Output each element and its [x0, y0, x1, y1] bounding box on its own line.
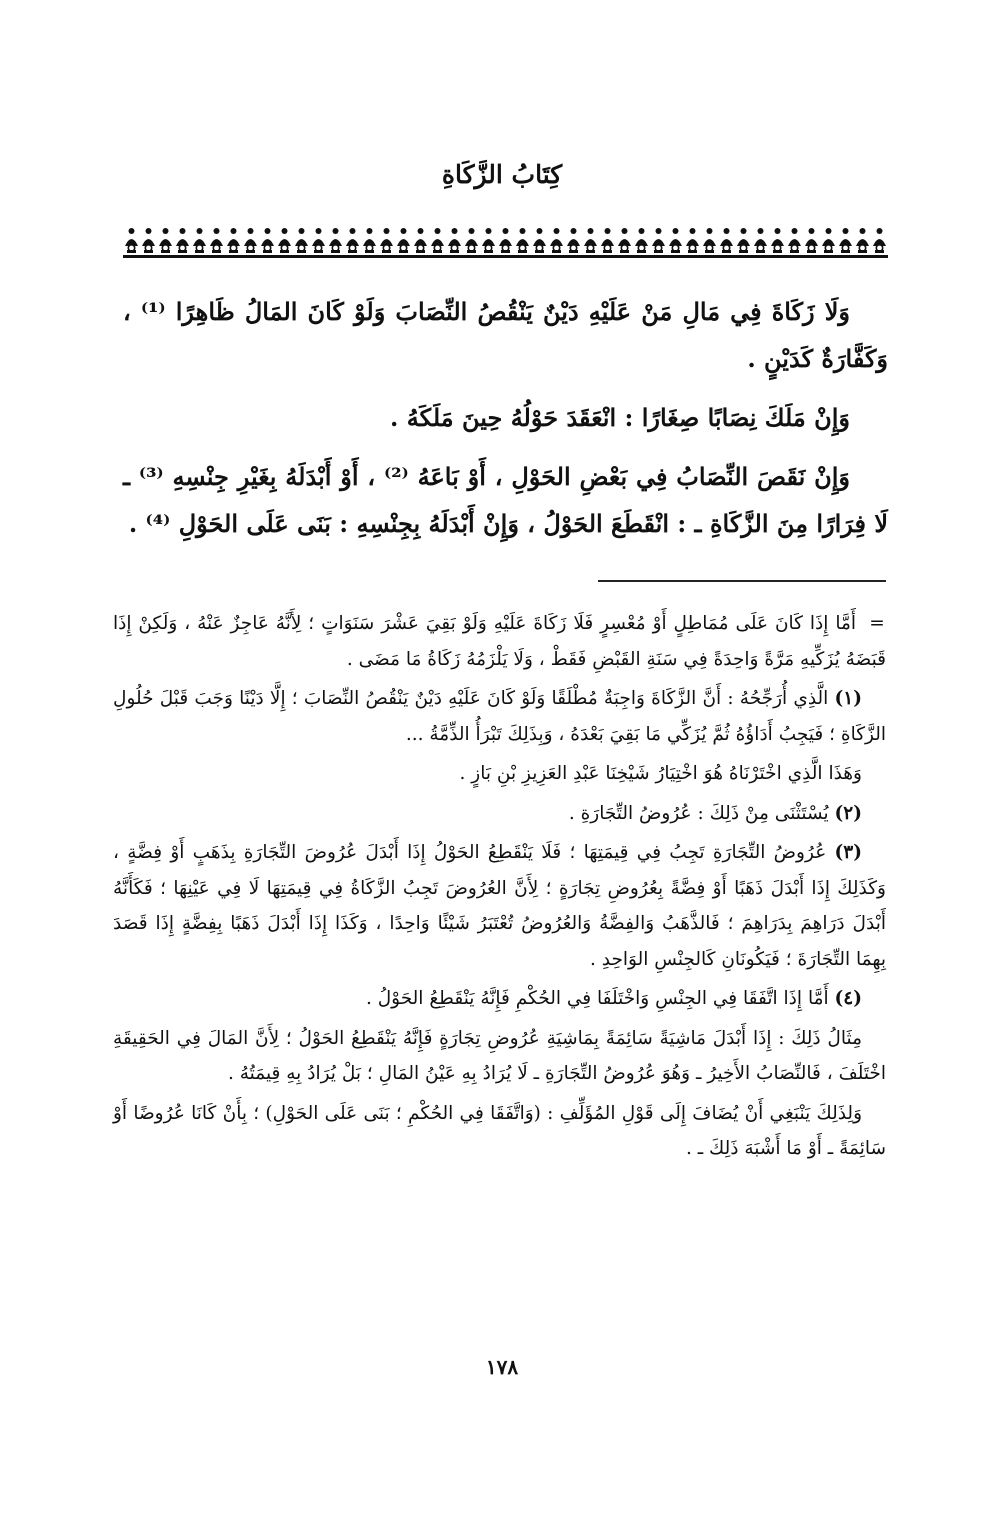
- footnote-number: (١): [834, 688, 862, 709]
- footnote-4-note: وَلِذَلِكَ يَنْبَغِي أَنْ يُضَافَ إِلَى قَوْلِ المُؤَلِّفِ : (وَاتَّفَقَا فِي الحُكْمِ ؛ بَنَى عَلَى الحَوْلِ) ؛ بِأَنْ كَانَا عُرُوضًا أَوْ سَائِمَةً ـ أَوْ مَا أَشْبَهَ ذَلِكَ ـ .: [113, 1102, 886, 1159]
- footnote-4-example: مِثَالُ ذَلِكَ : إِذَا أَبْدَلَ مَاشِيَةً سَائِمَةً بِمَاشِيَةِ عُرُوضِ تِجَارَةٍ فَإِنَّهُ يَنْقَطِعُ الحَوْلُ ؛ لِأَنَّ المَالَ فِي الحَقِيقَةِ اخْتَلَفَ ، فَالنِّصَابُ الأَخِيرُ ـ وَهُوَ عُرُوضُ التِّجَارَةِ ـ لَا يُرَادُ بِهِ عَيْنُ المَالِ ؛ بَلْ يُرَادُ بِهِ قِيمَتُهُ .: [113, 1027, 886, 1084]
- paragraph: وَلَا زَكَاةَ فِي مَالِ مَنْ عَلَيْهِ دَيْنٌ يَنْقُصُ النِّصَابَ وَلَوْ كَانَ المَالُ ظَاهِرًا ⁽¹⁾ ، وَكَفَّارَةٌ كَدَيْنٍ .: [123, 297, 888, 373]
- footnote-continuation: [113, 606, 886, 677]
- footnote-text: أَمَّا إِذَا كَانَ عَلَى مُمَاطِلٍ أَوْ مُعْسِرٍ فَلَا زَكَاةَ عَلَيْهِ وَلَوْ بَقِيَ عَشْرَ سَنَوَاتٍ ؛ لِأَنَّهُ عَاجِزٌ عَنْهُ ، وَلَكِنْ إِذَا قَبَضَهُ يُزَكِّيهِ مَرَّةً وَاحِدَةً فِي سَنَةِ القَبْضِ فَقَطْ ، وَلَا يَلْزَمُهُ زَكَاةُ مَا مَضَى .: [113, 613, 886, 670]
- footnote-separator: [598, 580, 886, 582]
- footnote-text: يُسْتَثْنَى مِنْ ذَلِكَ : عُرُوضُ التِّجَارَةِ .: [568, 802, 829, 824]
- page-number: ١٧٨: [485, 1355, 519, 1379]
- footnote-number: (٣): [834, 842, 862, 863]
- paragraph: وَإِنْ مَلَكَ نِصَابًا صِغَارًا : انْعَقَدَ حَوْلُهُ حِينَ مَلَكَهُ .: [390, 403, 850, 432]
- footnote-2: [113, 796, 886, 832]
- footnote-text: عُرُوضُ التِّجَارَةِ تَجِبُ فِي قِيمَتِهَا ؛ فَلَا يَنْقَطِعُ الحَوْلُ إِذَا أَبْدَلَ عُرُوضَ التِّجَارَةِ بِذَهَبٍ أَوْ فِضَّةٍ ، وَكَذَلِكَ إِذَا أَبْدَلَ ذَهَبًا أَوْ فِضَّةً بِعُرُوضِ تِجَارَةٍ ؛ لِأَنَّ العُرُوضَ تَجِبُ الزَّكَاةُ فِي قِيمَتِهَا لَا فِي عَيْنِهَا ؛ فَكَأَنَّهُ أَبْدَلَ دَرَاهِمَ بِدَرَاهِمَ ؛ فَالذَّهَبُ وَالفِضَّةُ وَالعُرُوضُ تُعْتَبَرُ شَيْئًا وَاحِدًا ، وَكَذَا إِذَا أَبْدَلَ ذَهَبًا بِفِضَّةٍ إِذَا قَصَدَ بِهِمَا التِّجَارَةَ ؛ فَيَكُونَانِ كَالجِنْسِ الوَاحِدِ .: [113, 842, 886, 970]
- footnote-number: (٤): [834, 988, 862, 1009]
- footnote-1: [113, 681, 886, 752]
- paragraph: وَإِنْ نَقَصَ النِّصَابُ فِي بَعْضِ الحَوْلِ ، أَوْ بَاعَهُ ⁽²⁾ ، أَوْ أَبْدَلَهُ بِغَيْرِ جِنْسِهِ ⁽³⁾ ـ لَا فِرَارًا مِنَ الزَّكَاةِ ـ : انْقَطَعَ الحَوْلُ ، وَإِنْ أَبْدَلَهُ بِجِنْسِهِ : بَنَى عَلَى الحَوْلِ ⁽⁴⁾ .: [123, 462, 888, 538]
- footnote-text: أَمَّا إِذَا اتَّفَقَا فِي الجِنْسِ وَاخْتَلَفَا فِي الحُكْمِ فَإِنَّهُ يَنْقَطِعُ الحَوْلُ .: [365, 988, 829, 1009]
- continuation-mark: =: [869, 613, 885, 634]
- chapter-title: كِتَابُ الزَّكَاةِ: [441, 160, 563, 189]
- footnote-text: الَّذِي أُرَجِّحُهُ : أَنَّ الزَّكَاةَ وَاجِبَةٌ مُطْلَقًا وَلَوْ كَانَ عَلَيْهِ دَيْنٌ يَنْقُصُ النِّصَابَ ؛ إِلَّا دَيْنًا وَجَبَ قَبْلَ حُلُولِ الزَّكَاةِ ؛ فَيَجِبُ أَدَاؤُهُ ثُمَّ يُزَكِّي مَا بَقِيَ بَعْدَهُ ، وَبِذَلِكَ تَبْرَأُ الذِّمَّةُ ...: [113, 688, 886, 745]
- footnote-4: [113, 981, 886, 1017]
- footnote-number: (٢): [834, 802, 862, 824]
- footnote-3: [113, 835, 886, 977]
- footnotes: [113, 606, 886, 1171]
- main-text: [123, 288, 888, 559]
- footnote-1-note: وَهَذَا الَّذِي اخْتَرْنَاهُ هُوَ اخْتِيَارُ شَيْخِنَا عَبْدِ العَزِيزِ بْنِ بَازٍ .: [459, 763, 862, 784]
- ornament-border: [123, 224, 888, 258]
- page-header: [0, 160, 1004, 189]
